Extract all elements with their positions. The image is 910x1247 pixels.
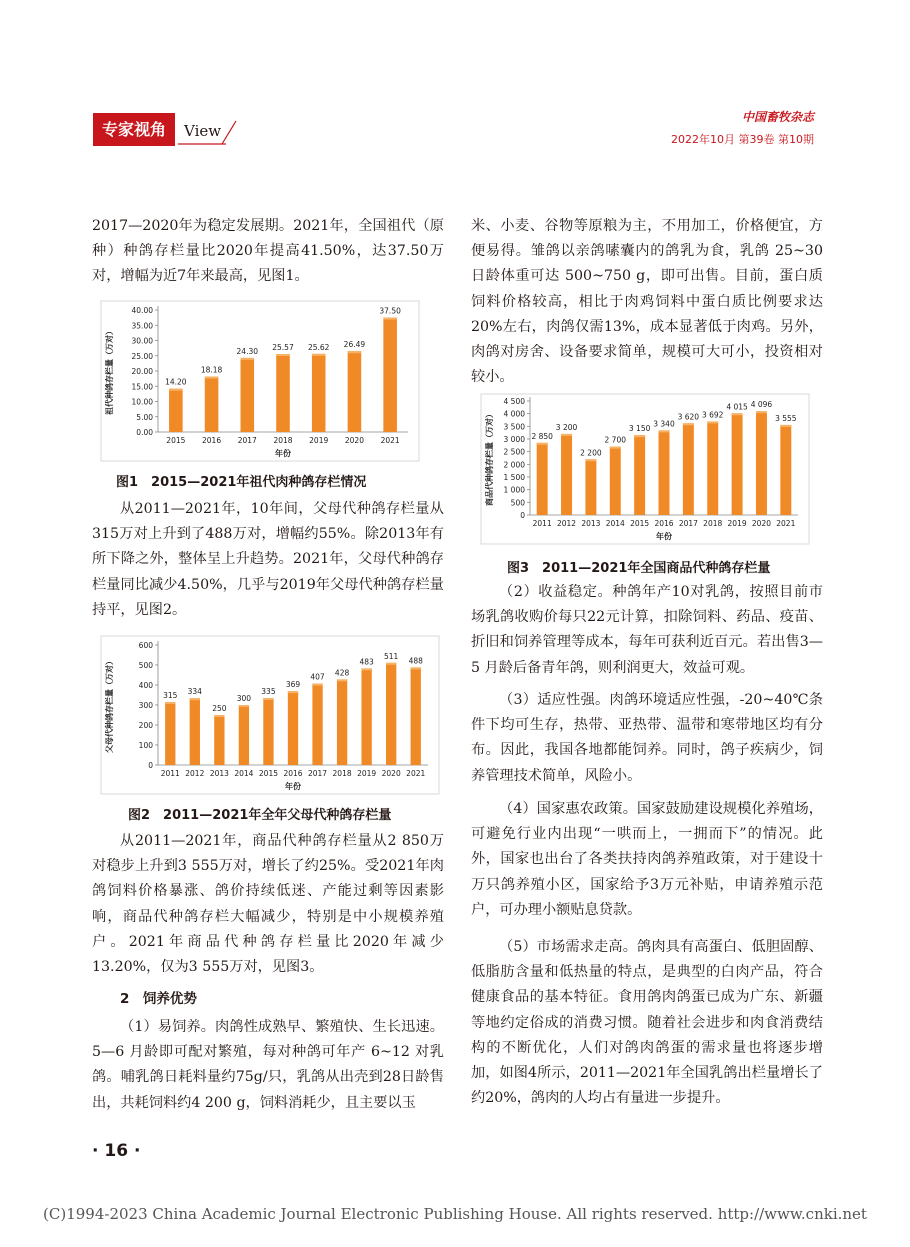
bar-highlight xyxy=(610,447,621,449)
journal-name: 中国畜牧杂志 xyxy=(741,110,814,124)
bar-value-label: 300 xyxy=(236,694,252,703)
x-tick-label: 2018 xyxy=(332,769,352,778)
x-tick-label: 2021 xyxy=(380,436,400,445)
x-tick-label: 2014 xyxy=(234,769,254,778)
y-tick-label: 500 xyxy=(138,661,153,670)
bar-value-label: 315 xyxy=(163,691,178,700)
y-tick-label: 30.00 xyxy=(131,336,153,346)
bar-highlight xyxy=(707,421,718,423)
y-tick-label: 2 000 xyxy=(503,460,525,470)
figure-3-caption: 图3 2011—2021年全国商品代种鸽存栏量 xyxy=(507,561,771,576)
bar-value-label: 3 150 xyxy=(628,424,651,434)
bar-value-label: 250 xyxy=(212,704,227,713)
bar-value-label: 3 200 xyxy=(555,422,578,432)
bar xyxy=(169,389,183,432)
y-tick-label: 3 500 xyxy=(503,422,525,432)
y-tick-label: 20.00 xyxy=(131,367,153,376)
bar-highlight xyxy=(205,377,219,379)
x-tick-label: 2016 xyxy=(654,519,674,528)
x-tick-label: 2018 xyxy=(273,436,293,445)
bar-value-label: 25.57 xyxy=(272,343,294,353)
bar-highlight xyxy=(239,705,249,707)
bar-highlight xyxy=(585,459,596,461)
bar-value-label: 483 xyxy=(359,657,374,667)
x-tick-label: 2011 xyxy=(532,519,552,528)
bar-value-label: 511 xyxy=(384,651,399,661)
x-tick-label: 2012 xyxy=(185,769,205,778)
paragraph-2: 从2011—2021年，10年间，父母代种鸽存栏量从315万对上升到了488万对，增幅约55%。除2013年有所下降之外，整体呈上升趋势。2021年，父母代种鸽存栏量同比减少4.50%，几乎与2019年父母代种鸽存栏量持平，见图2。 xyxy=(92,501,444,618)
bar-highlight xyxy=(165,702,175,704)
bar-highlight xyxy=(241,358,255,360)
issue-info: 2022年10月 第39卷 第10期 xyxy=(671,133,814,146)
bar-value-label: 2 850 xyxy=(531,431,553,441)
bar-value-label: 4 096 xyxy=(750,400,773,410)
bar-highlight xyxy=(683,423,694,425)
y-tick-label: 100 xyxy=(138,741,153,750)
bar-value-label: 24.30 xyxy=(236,346,259,356)
bar-highlight xyxy=(756,411,767,413)
bar xyxy=(337,679,347,765)
paragraph-5: 米、小麦、谷物等原粮为主，不用加工，价格便宜，方便易得。雏鸽以亲鸽嗉囊内的鸽乳为食，乳鸽 25~30 日龄体重可达 500~750 g，即可出售。目前，蛋白质饲料价格较高，相比于肉鸡饲料中蛋白质比例要求达20%左右，肉鸽仅需13%，成本显著低于肉鸡。另外，肉鸽对房舍、设备要求简单，规模可大可小，投资相对较小。 xyxy=(471,218,823,386)
bar-value-label: 407 xyxy=(310,672,325,682)
bar-highlight xyxy=(634,435,645,437)
bar xyxy=(386,663,396,765)
y-tick-label: 500 xyxy=(510,498,525,508)
y-tick-label: 0 xyxy=(148,761,153,770)
section-en-label xyxy=(178,119,238,145)
bar-highlight xyxy=(288,691,298,693)
bar-value-label: 3 692 xyxy=(701,410,724,420)
bar xyxy=(241,358,255,432)
bar-value-label: 18.18 xyxy=(200,365,223,375)
y-tick-label: 400 xyxy=(138,681,153,690)
x-tick-label: 2013 xyxy=(209,769,229,778)
bar-value-label: 3 340 xyxy=(653,419,675,429)
x-tick-label: 2020 xyxy=(751,519,772,528)
x-tick-label: 2020 xyxy=(344,436,364,445)
bar xyxy=(214,715,224,765)
bar xyxy=(707,421,718,515)
y-tick-label: 600 xyxy=(138,641,153,650)
bar-value-label: 14.20 xyxy=(165,377,187,387)
x-tick-label: 2013 xyxy=(581,519,601,528)
y-tick-label: 1 500 xyxy=(503,473,525,482)
bar-highlight xyxy=(780,425,791,427)
bar-value-label: 369 xyxy=(285,680,301,690)
bar xyxy=(312,684,322,765)
bar-value-label: 26.49 xyxy=(343,340,366,350)
bar xyxy=(561,434,572,515)
y-tick-label: 40.00 xyxy=(131,306,153,315)
bar xyxy=(610,447,621,515)
paragraph-3: 从2011—2021年，商品代种鸽存栏量从2 850万对稳步上升到3 555万对，增长了约25%。受2021年肉鸽饲料价格暴涨、鸽价持续低迷、产能过剩等因素影响，商品代种鸽存栏大幅减少，特别是中小规模养殖户。2021年商品代种鸽存栏量比2020年减少13.20%，仅为3 555万对，见图3。 xyxy=(92,833,444,976)
bar-value-label: 3 555 xyxy=(775,413,797,423)
x-tick-label: 2017 xyxy=(307,769,328,778)
x-tick-label: 2021 xyxy=(406,769,426,778)
x-tick-label: 2021 xyxy=(776,519,796,528)
x-tick-label: 2017 xyxy=(678,519,698,528)
x-axis-label: 年份 xyxy=(656,532,672,541)
bar-value-label: 25.62 xyxy=(307,342,330,352)
bar xyxy=(756,411,767,515)
y-tick-label: 0.00 xyxy=(136,428,153,437)
bar xyxy=(537,443,548,515)
bar-highlight xyxy=(214,715,224,717)
bar-value-label: 3 620 xyxy=(677,412,700,422)
y-tick-label: 4 500 xyxy=(503,397,525,406)
bar xyxy=(659,430,670,515)
y-tick-label: 2 500 xyxy=(503,447,525,457)
y-axis-label: 商品代种鸽存栏量（万对） xyxy=(485,410,494,506)
paragraph-6: （2）收益稳定。种鸽年产10对乳鸽，按照目前市场乳鸽收购价每只22元计算，扣除饲料、药品、疫苗、折旧和饲养管理等成本，每年可获利近百元。若出售3—5 月龄后备青年鸽，则利润更大，效益可观。 xyxy=(471,584,823,676)
bar-value-label: 2 700 xyxy=(604,435,627,445)
bar-highlight xyxy=(732,413,743,415)
figure-2-chart xyxy=(100,635,440,799)
paragraph-9: （5）市场需求走高。鸽肉具有高蛋白、低胆固醇、低脂肪含量和低热量的特点，是典型的白肉产品，符合健康食品的基本特征。食用鸽肉鸽蛋已成为广东、新疆等地约定俗成的消费习惯。随着社会进步和肉食消费结构的不断优化，人们对鸽肉鸽蛋的需求量也将逐步增加，如图4所示，2011—2021年全国乳鸽出栏量增长了约20%，鸽肉的人均占有量进一步提升。 xyxy=(471,939,823,1107)
bar xyxy=(263,698,273,765)
bar xyxy=(165,702,175,765)
bar xyxy=(239,705,249,765)
bar-highlight xyxy=(276,354,290,356)
figure-1-caption: 图1 2015—2021年祖代肉种鸽存栏情况 xyxy=(116,475,367,490)
bar xyxy=(780,425,791,515)
x-tick-label: 2015 xyxy=(258,769,279,778)
x-axis-label: 年份 xyxy=(285,782,301,791)
x-tick-label: 2019 xyxy=(727,519,747,528)
bar-highlight xyxy=(312,684,322,686)
x-tick-label: 2019 xyxy=(309,436,329,445)
section-heading-2: 2 饲养优势 xyxy=(120,991,197,1007)
y-axis-label: 祖代种鸽存栏量（万对） xyxy=(105,327,114,415)
section-badge: 专家视角 xyxy=(93,113,175,146)
bar-highlight xyxy=(537,443,548,445)
bar-value-label: 488 xyxy=(408,656,423,666)
bar-highlight xyxy=(169,389,183,391)
bar xyxy=(205,377,219,432)
paragraph-8: （4）国家惠农政策。国家鼓励建设规模化养殖场，可避免行业内出现“一哄而上，一拥而下”的情况。此外，国家也出台了各类扶持肉鸽养殖政策，对于建设十万只鸽养殖小区，国家给予3万元补贴，申请养殖示范户，可办理小额贴息贷款。 xyxy=(471,801,823,918)
x-tick-label: 2012 xyxy=(556,519,577,528)
figure-2-caption: 图2 2011—2021年全年父母代种鸽存栏量 xyxy=(128,808,392,823)
bar-highlight xyxy=(190,698,200,700)
bar xyxy=(312,354,326,432)
x-tick-label: 2016 xyxy=(283,769,303,778)
bar xyxy=(288,691,298,765)
x-tick-label: 2014 xyxy=(605,519,625,528)
bar xyxy=(732,413,743,515)
bar xyxy=(683,423,694,515)
bar-highlight xyxy=(348,351,362,353)
paragraph-1: 2017—2020年为稳定发展期。2021年，全国祖代（原种）种鸽存栏量比2020年提高41.50%，达37.50万对，增幅为近7年来最高，见图1。 xyxy=(92,218,444,285)
bar-highlight xyxy=(361,668,371,670)
paragraph-7: （3）适应性强。肉鸽环境适应性强，-20~40℃条件下均可生存，热带、亚热带、温带和寒带地区均有分布。因此，我国各地都能饲养。同时，鸽子疾病少，饲养管理技术简单，风险小。 xyxy=(471,692,823,784)
x-tick-label: 2016 xyxy=(202,436,222,445)
bar-value-label: 2 200 xyxy=(580,448,602,458)
bar-highlight xyxy=(411,667,421,669)
figure-1-chart xyxy=(100,300,420,466)
copyright-notice: (C)1994-2023 China Academic Journal Electronic Publishing House. All rights reserved. http://www.cnki.net xyxy=(43,1205,867,1223)
y-tick-label: 10.00 xyxy=(131,397,153,407)
bar-highlight xyxy=(312,354,326,356)
y-tick-label: 25.00 xyxy=(131,351,153,361)
y-tick-label: 1 000 xyxy=(503,485,525,495)
bar-value-label: 334 xyxy=(187,687,202,697)
page-number: · 16 · xyxy=(92,1141,141,1161)
bar-highlight xyxy=(561,434,572,436)
y-tick-label: 3 000 xyxy=(503,435,525,444)
y-tick-label: 5.00 xyxy=(136,412,153,422)
figure-3-chart xyxy=(480,393,810,549)
bar xyxy=(383,318,397,432)
y-tick-label: 0 xyxy=(520,511,525,520)
bar xyxy=(361,668,371,765)
y-tick-label: 200 xyxy=(138,721,153,730)
x-tick-label: 2017 xyxy=(237,436,257,445)
bar-highlight xyxy=(386,663,396,665)
x-tick-label: 2015 xyxy=(166,436,186,445)
x-tick-label: 2015 xyxy=(630,519,650,528)
bar-value-label: 335 xyxy=(261,687,276,696)
bar-highlight xyxy=(337,679,347,681)
x-axis-label: 年份 xyxy=(275,449,291,458)
bar-highlight xyxy=(263,698,273,700)
y-tick-label: 300 xyxy=(138,701,153,710)
bar-value-label: 37.50 xyxy=(379,306,401,316)
y-tick-label: 15.00 xyxy=(131,382,153,392)
bar-highlight xyxy=(383,318,397,320)
bar-value-label: 4 015 xyxy=(726,402,748,412)
bar-value-label: 428 xyxy=(334,668,350,678)
paragraph-4: （1）易饲养。肉鸽性成熟早、繁殖快、生长迅速。5—6 月龄即可配对繁殖，每对种鸽可年产 6~12 对乳鸽。哺乳鸽日耗料量约75g/只，乳鸽从出壳到28日龄售出，共耗饲料约4 200 g，饲料消耗少，且主要以玉 xyxy=(92,1019,444,1111)
x-tick-label: 2020 xyxy=(381,769,401,778)
y-tick-label: 35.00 xyxy=(131,321,153,331)
bar-highlight xyxy=(659,430,670,432)
bar xyxy=(585,459,596,515)
bar xyxy=(411,667,421,765)
x-tick-label: 2011 xyxy=(160,769,180,778)
y-tick-label: 4 000 xyxy=(503,409,525,419)
section-en-text: View xyxy=(184,122,222,140)
y-axis-label: 父母代种鸽存栏量（万对） xyxy=(105,657,114,753)
bar xyxy=(276,354,290,432)
x-tick-label: 2019 xyxy=(357,769,377,778)
bar xyxy=(348,351,362,432)
bar xyxy=(190,698,200,765)
bar xyxy=(634,435,645,515)
x-tick-label: 2018 xyxy=(703,519,723,528)
